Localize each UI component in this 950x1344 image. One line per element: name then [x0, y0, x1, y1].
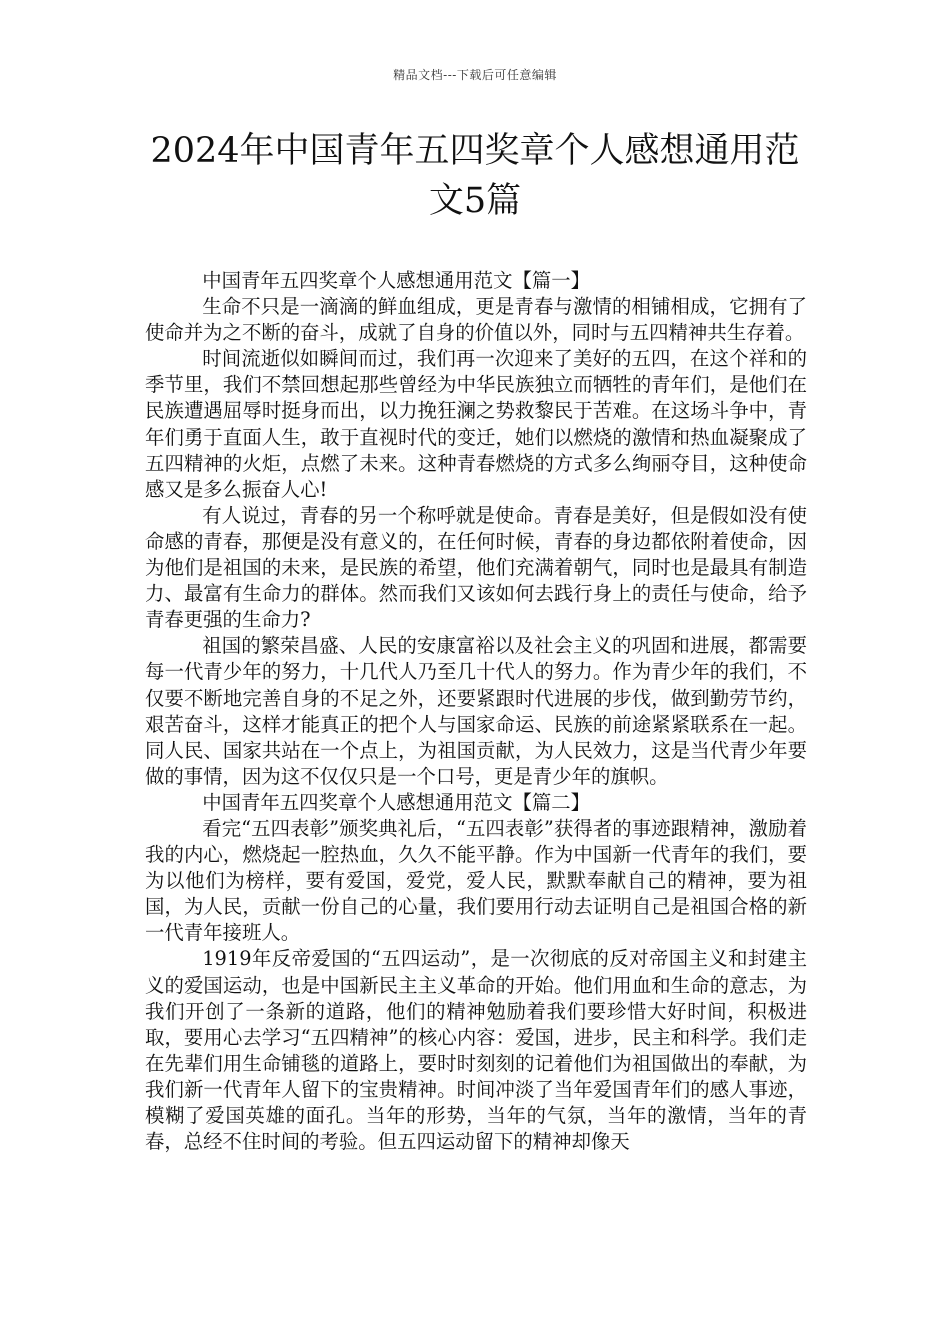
body-paragraph: 看完“五四表彰”颁奖典礼后，“五四表彰”获得者的事迹跟精神，激励着我的内心，燃烧起一腔热血，久久不能平静。作为中国新一代青年的我们，要为以他们为榜样，要有爱国，爱党，爱人民，默默奉献自己的精神，要为祖国，为人民，贡献一份自己的心量，我们要用行动去证明自己是祖国合格的新一代青年接班人。: [145, 816, 807, 945]
document-title: 2024年中国青年五四奖章个人感想通用范文5篇: [150, 131, 800, 221]
header-note: 精品文档---下载后可任意编辑: [393, 68, 557, 82]
body-paragraph: 祖国的繁荣昌盛、人民的安康富裕以及社会主义的巩固和进展，都需要每一代青少年的努力，十几代人乃至几十代人的努力。作为青少年的我们，不仅要不断地完善自身的不足之外，还要紧跟时代进展的步伐，做到勤劳节约，艰苦奋斗，这样才能真正的把个人与国家命运、民族的前途紧紧联系在一起。同人民、国家共站在一个点上，为祖国贡献，为人民效力，这是当代青少年要做的事情，因为这不仅仅只是一个口号，更是青少年的旗帜。: [145, 634, 807, 788]
section-heading: 中国青年五四奖章个人感想通用范文【篇一】: [202, 269, 591, 292]
body-paragraph: 1919年反帝爱国的“五四运动”，是一次彻底的反对帝国主义和封建主义的爱国运动，也是中国新民主主义革命的开始。他们用血和生命的意志，为我们开创了一条新的道路，他们的精神勉励着我们要珍惜大好时间，积极进取，要用心去学习“五四精神”的核心内容：爱国，进步，民主和科学。我们走在先辈们用生命铺毯的道路上，要时时刻刻的记着他们为祖国做出的奉献，为我们新一代青年人留下的宝贵精神。时间冲淡了当年爱国青年们的感人事迹，模糊了爱国英雄的面孔。当年的形势，当年的气氛，当年的激情，当年的青春，总经不住时间的考验。但五四运动留下的精神却像天: [145, 947, 807, 1154]
section-heading: 中国青年五四奖章个人感想通用范文【篇二】: [202, 790, 591, 814]
body-paragraph: 有人说过，青春的另一个称呼就是使命。青春是美好，但是假如没有使命感的青春，那便是没有意义的，在任何时候，青春的身边都依附着使命，因为他们是祖国的未来，是民族的希望，他们充满着朝气，同时也是最具有制造力、最富有生命力的群体。然而我们又该如何去践行身上的责任与使命，给予青春更强的生命力?: [145, 503, 807, 632]
document-body: [145, 268, 807, 1155]
body-paragraph: 时间流逝似如瞬间而过，我们再一次迎来了美好的五四，在这个祥和的季节里，我们不禁回想起那些曾经为中华民族独立而牺牲的青年们，是他们在民族遭遇屈辱时挺身而出，以力挽狂澜之势救黎民于苦难。在这场斗争中，青年们勇于直面人生，敢于直视时代的变迁，她们以燃烧的激情和热血凝聚成了五四精神的火炬，点燃了未来。这种青春燃烧的方式多么绚丽夺目，这种使命感又是多么振奋人心!: [145, 347, 807, 501]
body-paragraph: 生命不只是一滴滴的鲜血组成，更是青春与激情的相铺相成，它拥有了使命并为之不断的奋斗，成就了自身的价值以外，同时与五四精神共生存着。: [145, 295, 807, 345]
